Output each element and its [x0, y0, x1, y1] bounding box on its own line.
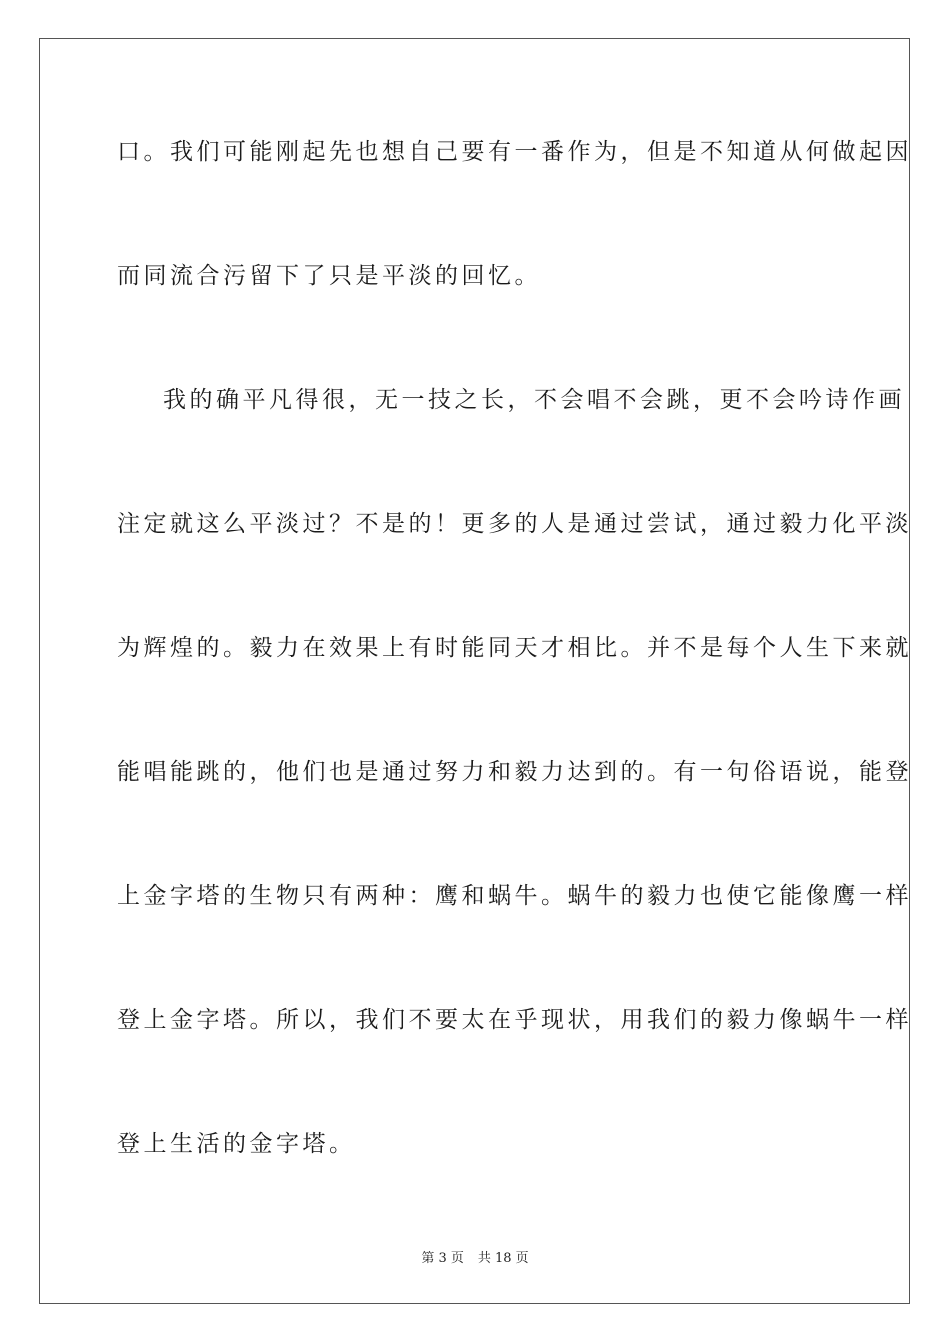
text-line: 注定就这么平淡过？不是的！更多的人是通过尝试，通过毅力化平淡: [117, 511, 912, 537]
document-body: [117, 124, 912, 1240]
paragraph-first-line: 我的确平凡得很，无一技之长，不会唱不会跳，更不会吟诗作画: [163, 387, 905, 413]
text-line: 能唱能跳的，他们也是通过努力和毅力达到的。有一句俗语说，能登: [117, 759, 912, 785]
text-line: 为辉煌的。毅力在效果上有时能同天才相比。并不是每个人生下来就: [117, 635, 912, 661]
page-number: 第 3 页: [421, 1251, 464, 1266]
page-total: 共 18 页: [477, 1251, 529, 1266]
page-footer: [0, 1247, 950, 1266]
text-line: 口。我们可能刚起先也想自己要有一番作为，但是不知道从何做起因: [117, 139, 912, 165]
text-line: 上金字塔的生物只有两种：鹰和蜗牛。蜗牛的毅力也使它能像鹰一样: [117, 883, 912, 909]
text-line: 而同流合污留下了只是平淡的回忆。: [117, 263, 541, 289]
text-line: 登上金字塔。所以，我们不要太在乎现状，用我们的毅力像蜗牛一样: [117, 1007, 912, 1033]
text-line: 登上生活的金字塔。: [117, 1131, 356, 1157]
